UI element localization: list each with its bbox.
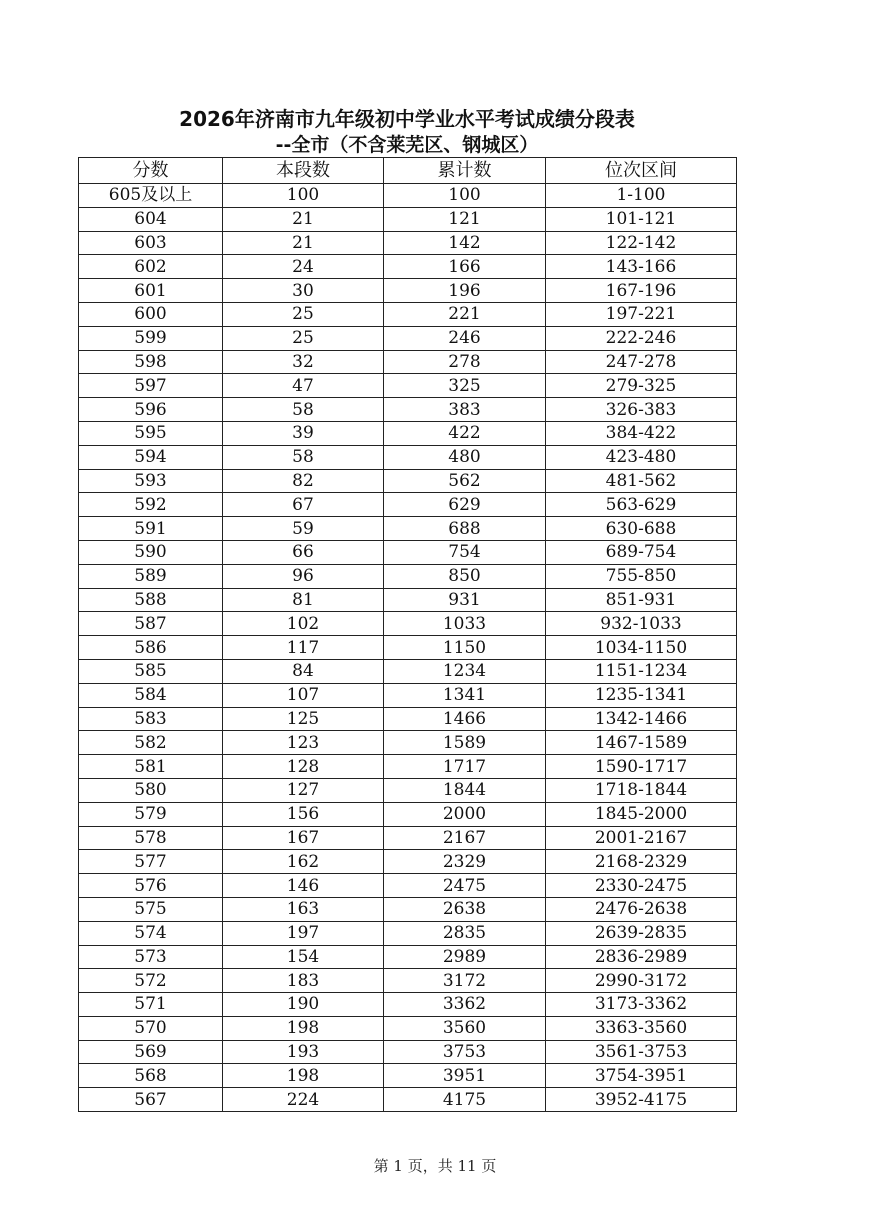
- cell-segment-count: 117: [223, 636, 384, 660]
- table-row: [79, 279, 737, 303]
- cell-rank-range: 3952-4175: [546, 1088, 737, 1112]
- cell-score: 601: [79, 279, 223, 303]
- table-row: [79, 993, 737, 1017]
- cell-rank-range: 755-850: [546, 564, 737, 588]
- cell-rank-range: 122-142: [546, 231, 737, 255]
- header-cumulative-count: 累计数: [384, 158, 546, 184]
- cell-score: 581: [79, 755, 223, 779]
- table-row: [79, 1016, 737, 1040]
- table-row: [79, 421, 737, 445]
- cell-rank-range: 2001-2167: [546, 826, 737, 850]
- table-row: [79, 612, 737, 636]
- cell-score: 577: [79, 850, 223, 874]
- cell-score: 587: [79, 612, 223, 636]
- cell-cumulative-count: 196: [384, 279, 546, 303]
- table-row: [79, 184, 737, 208]
- cell-score: 576: [79, 874, 223, 898]
- table-row: [79, 826, 737, 850]
- cell-segment-count: 32: [223, 350, 384, 374]
- cell-cumulative-count: 100: [384, 184, 546, 208]
- table-row: [79, 802, 737, 826]
- cell-cumulative-count: 325: [384, 374, 546, 398]
- cell-score: 586: [79, 636, 223, 660]
- cell-cumulative-count: 1844: [384, 778, 546, 802]
- table-row: [79, 231, 737, 255]
- table-row: [79, 659, 737, 683]
- cell-segment-count: 167: [223, 826, 384, 850]
- cell-cumulative-count: 3362: [384, 993, 546, 1017]
- cell-rank-range: 3173-3362: [546, 993, 737, 1017]
- cell-rank-range: 2836-2989: [546, 945, 737, 969]
- cell-cumulative-count: 4175: [384, 1088, 546, 1112]
- document-title: 2026年济南市九年级初中学业水平考试成绩分段表: [179, 107, 635, 131]
- cell-rank-range: 1718-1844: [546, 778, 737, 802]
- cell-segment-count: 84: [223, 659, 384, 683]
- cell-segment-count: 190: [223, 993, 384, 1017]
- cell-score: 574: [79, 921, 223, 945]
- cell-rank-range: 1034-1150: [546, 636, 737, 660]
- cell-score: 604: [79, 207, 223, 231]
- table-row: [79, 326, 737, 350]
- cell-segment-count: 58: [223, 445, 384, 469]
- cell-segment-count: 21: [223, 231, 384, 255]
- table-row: [79, 302, 737, 326]
- cell-segment-count: 162: [223, 850, 384, 874]
- cell-cumulative-count: 3951: [384, 1064, 546, 1088]
- cell-cumulative-count: 246: [384, 326, 546, 350]
- cell-score: 568: [79, 1064, 223, 1088]
- cell-score: 595: [79, 421, 223, 445]
- cell-segment-count: 24: [223, 255, 384, 279]
- cell-segment-count: 66: [223, 540, 384, 564]
- cell-rank-range: 143-166: [546, 255, 737, 279]
- cell-segment-count: 146: [223, 874, 384, 898]
- cell-segment-count: 102: [223, 612, 384, 636]
- cell-rank-range: 2168-2329: [546, 850, 737, 874]
- cell-segment-count: 81: [223, 588, 384, 612]
- cell-cumulative-count: 1589: [384, 731, 546, 755]
- cell-segment-count: 100: [223, 184, 384, 208]
- cell-rank-range: 1342-1466: [546, 707, 737, 731]
- cell-cumulative-count: 850: [384, 564, 546, 588]
- table-row: [79, 517, 737, 541]
- table-row: [79, 778, 737, 802]
- cell-rank-range: 247-278: [546, 350, 737, 374]
- cell-cumulative-count: 931: [384, 588, 546, 612]
- cell-segment-count: 127: [223, 778, 384, 802]
- cell-cumulative-count: 3172: [384, 969, 546, 993]
- header-rank-range: 位次区间: [546, 158, 737, 184]
- table-row: [79, 350, 737, 374]
- cell-score: 590: [79, 540, 223, 564]
- cell-rank-range: 1845-2000: [546, 802, 737, 826]
- cell-rank-range: 3561-3753: [546, 1040, 737, 1064]
- cell-rank-range: 2990-3172: [546, 969, 737, 993]
- cell-cumulative-count: 1234: [384, 659, 546, 683]
- cell-score: 602: [79, 255, 223, 279]
- header-segment-count: 本段数: [223, 158, 384, 184]
- page-number: 第 1 页，共 11 页: [373, 1157, 497, 1175]
- table-row: [79, 398, 737, 422]
- table-row: [79, 707, 737, 731]
- cell-cumulative-count: 754: [384, 540, 546, 564]
- header-score: 分数: [79, 158, 223, 184]
- cell-rank-range: 689-754: [546, 540, 737, 564]
- cell-segment-count: 154: [223, 945, 384, 969]
- cell-rank-range: 1-100: [546, 184, 737, 208]
- cell-cumulative-count: 221: [384, 302, 546, 326]
- cell-score: 603: [79, 231, 223, 255]
- cell-rank-range: 932-1033: [546, 612, 737, 636]
- cell-cumulative-count: 1341: [384, 683, 546, 707]
- cell-segment-count: 156: [223, 802, 384, 826]
- table-row: [79, 683, 737, 707]
- cell-rank-range: 3363-3560: [546, 1016, 737, 1040]
- table-row: [79, 945, 737, 969]
- cell-segment-count: 59: [223, 517, 384, 541]
- cell-score: 594: [79, 445, 223, 469]
- score-distribution-table: [78, 157, 737, 1112]
- cell-cumulative-count: 142: [384, 231, 546, 255]
- cell-segment-count: 193: [223, 1040, 384, 1064]
- cell-segment-count: 163: [223, 897, 384, 921]
- table-row: [79, 755, 737, 779]
- cell-score: 583: [79, 707, 223, 731]
- table-row: [79, 850, 737, 874]
- cell-segment-count: 128: [223, 755, 384, 779]
- cell-cumulative-count: 2638: [384, 897, 546, 921]
- cell-score: 571: [79, 993, 223, 1017]
- cell-segment-count: 39: [223, 421, 384, 445]
- table-row: [79, 1040, 737, 1064]
- cell-score: 575: [79, 897, 223, 921]
- table-body: [79, 184, 737, 1112]
- cell-score: 588: [79, 588, 223, 612]
- cell-rank-range: 1235-1341: [546, 683, 737, 707]
- cell-rank-range: 384-422: [546, 421, 737, 445]
- cell-cumulative-count: 2989: [384, 945, 546, 969]
- cell-segment-count: 25: [223, 326, 384, 350]
- cell-rank-range: 851-931: [546, 588, 737, 612]
- cell-score: 597: [79, 374, 223, 398]
- cell-segment-count: 58: [223, 398, 384, 422]
- cell-cumulative-count: 2475: [384, 874, 546, 898]
- cell-cumulative-count: 2000: [384, 802, 546, 826]
- cell-segment-count: 198: [223, 1064, 384, 1088]
- cell-score: 589: [79, 564, 223, 588]
- cell-segment-count: 67: [223, 493, 384, 517]
- cell-cumulative-count: 688: [384, 517, 546, 541]
- table-row: [79, 1088, 737, 1112]
- table-row: [79, 897, 737, 921]
- cell-score: 585: [79, 659, 223, 683]
- cell-cumulative-count: 278: [384, 350, 546, 374]
- table-row: [79, 445, 737, 469]
- cell-segment-count: 183: [223, 969, 384, 993]
- cell-score: 580: [79, 778, 223, 802]
- table-row: [79, 874, 737, 898]
- document-subtitle: --全市（不含莱芜区、钢城区）: [275, 134, 539, 156]
- cell-cumulative-count: 480: [384, 445, 546, 469]
- table-row: [79, 255, 737, 279]
- cell-rank-range: 2476-2638: [546, 897, 737, 921]
- cell-segment-count: 224: [223, 1088, 384, 1112]
- table-row: [79, 493, 737, 517]
- cell-cumulative-count: 2329: [384, 850, 546, 874]
- cell-score: 605及以上: [79, 184, 223, 208]
- cell-rank-range: 167-196: [546, 279, 737, 303]
- cell-score: 592: [79, 493, 223, 517]
- cell-cumulative-count: 562: [384, 469, 546, 493]
- cell-cumulative-count: 2835: [384, 921, 546, 945]
- cell-score: 596: [79, 398, 223, 422]
- cell-segment-count: 198: [223, 1016, 384, 1040]
- cell-score: 573: [79, 945, 223, 969]
- table-row: [79, 921, 737, 945]
- cell-cumulative-count: 3560: [384, 1016, 546, 1040]
- cell-rank-range: 481-562: [546, 469, 737, 493]
- cell-rank-range: 197-221: [546, 302, 737, 326]
- cell-cumulative-count: 629: [384, 493, 546, 517]
- table-row: [79, 374, 737, 398]
- cell-segment-count: 125: [223, 707, 384, 731]
- cell-cumulative-count: 1466: [384, 707, 546, 731]
- cell-score: 600: [79, 302, 223, 326]
- table-row: [79, 636, 737, 660]
- cell-segment-count: 197: [223, 921, 384, 945]
- cell-segment-count: 82: [223, 469, 384, 493]
- cell-score: 570: [79, 1016, 223, 1040]
- cell-rank-range: 326-383: [546, 398, 737, 422]
- cell-rank-range: 2639-2835: [546, 921, 737, 945]
- cell-cumulative-count: 1717: [384, 755, 546, 779]
- table-row: [79, 469, 737, 493]
- table-row: [79, 207, 737, 231]
- cell-segment-count: 96: [223, 564, 384, 588]
- cell-score: 591: [79, 517, 223, 541]
- cell-rank-range: 1467-1589: [546, 731, 737, 755]
- cell-segment-count: 30: [223, 279, 384, 303]
- cell-score: 572: [79, 969, 223, 993]
- cell-segment-count: 123: [223, 731, 384, 755]
- cell-rank-range: 1151-1234: [546, 659, 737, 683]
- cell-score: 578: [79, 826, 223, 850]
- table-row: [79, 540, 737, 564]
- cell-rank-range: 2330-2475: [546, 874, 737, 898]
- cell-score: 567: [79, 1088, 223, 1112]
- cell-cumulative-count: 383: [384, 398, 546, 422]
- cell-rank-range: 279-325: [546, 374, 737, 398]
- cell-score: 584: [79, 683, 223, 707]
- table-row: [79, 588, 737, 612]
- cell-cumulative-count: 422: [384, 421, 546, 445]
- cell-score: 593: [79, 469, 223, 493]
- cell-rank-range: 630-688: [546, 517, 737, 541]
- cell-segment-count: 25: [223, 302, 384, 326]
- cell-rank-range: 3754-3951: [546, 1064, 737, 1088]
- cell-rank-range: 101-121: [546, 207, 737, 231]
- cell-segment-count: 107: [223, 683, 384, 707]
- cell-cumulative-count: 3753: [384, 1040, 546, 1064]
- table-header-row: [79, 158, 737, 184]
- cell-score: 579: [79, 802, 223, 826]
- cell-cumulative-count: 1150: [384, 636, 546, 660]
- cell-rank-range: 563-629: [546, 493, 737, 517]
- cell-rank-range: 222-246: [546, 326, 737, 350]
- table-row: [79, 731, 737, 755]
- cell-score: 569: [79, 1040, 223, 1064]
- cell-score: 599: [79, 326, 223, 350]
- cell-cumulative-count: 1033: [384, 612, 546, 636]
- cell-segment-count: 21: [223, 207, 384, 231]
- cell-cumulative-count: 2167: [384, 826, 546, 850]
- cell-rank-range: 423-480: [546, 445, 737, 469]
- table-row: [79, 564, 737, 588]
- cell-score: 582: [79, 731, 223, 755]
- table-row: [79, 1064, 737, 1088]
- cell-segment-count: 47: [223, 374, 384, 398]
- cell-cumulative-count: 121: [384, 207, 546, 231]
- cell-score: 598: [79, 350, 223, 374]
- table-row: [79, 969, 737, 993]
- cell-cumulative-count: 166: [384, 255, 546, 279]
- cell-rank-range: 1590-1717: [546, 755, 737, 779]
